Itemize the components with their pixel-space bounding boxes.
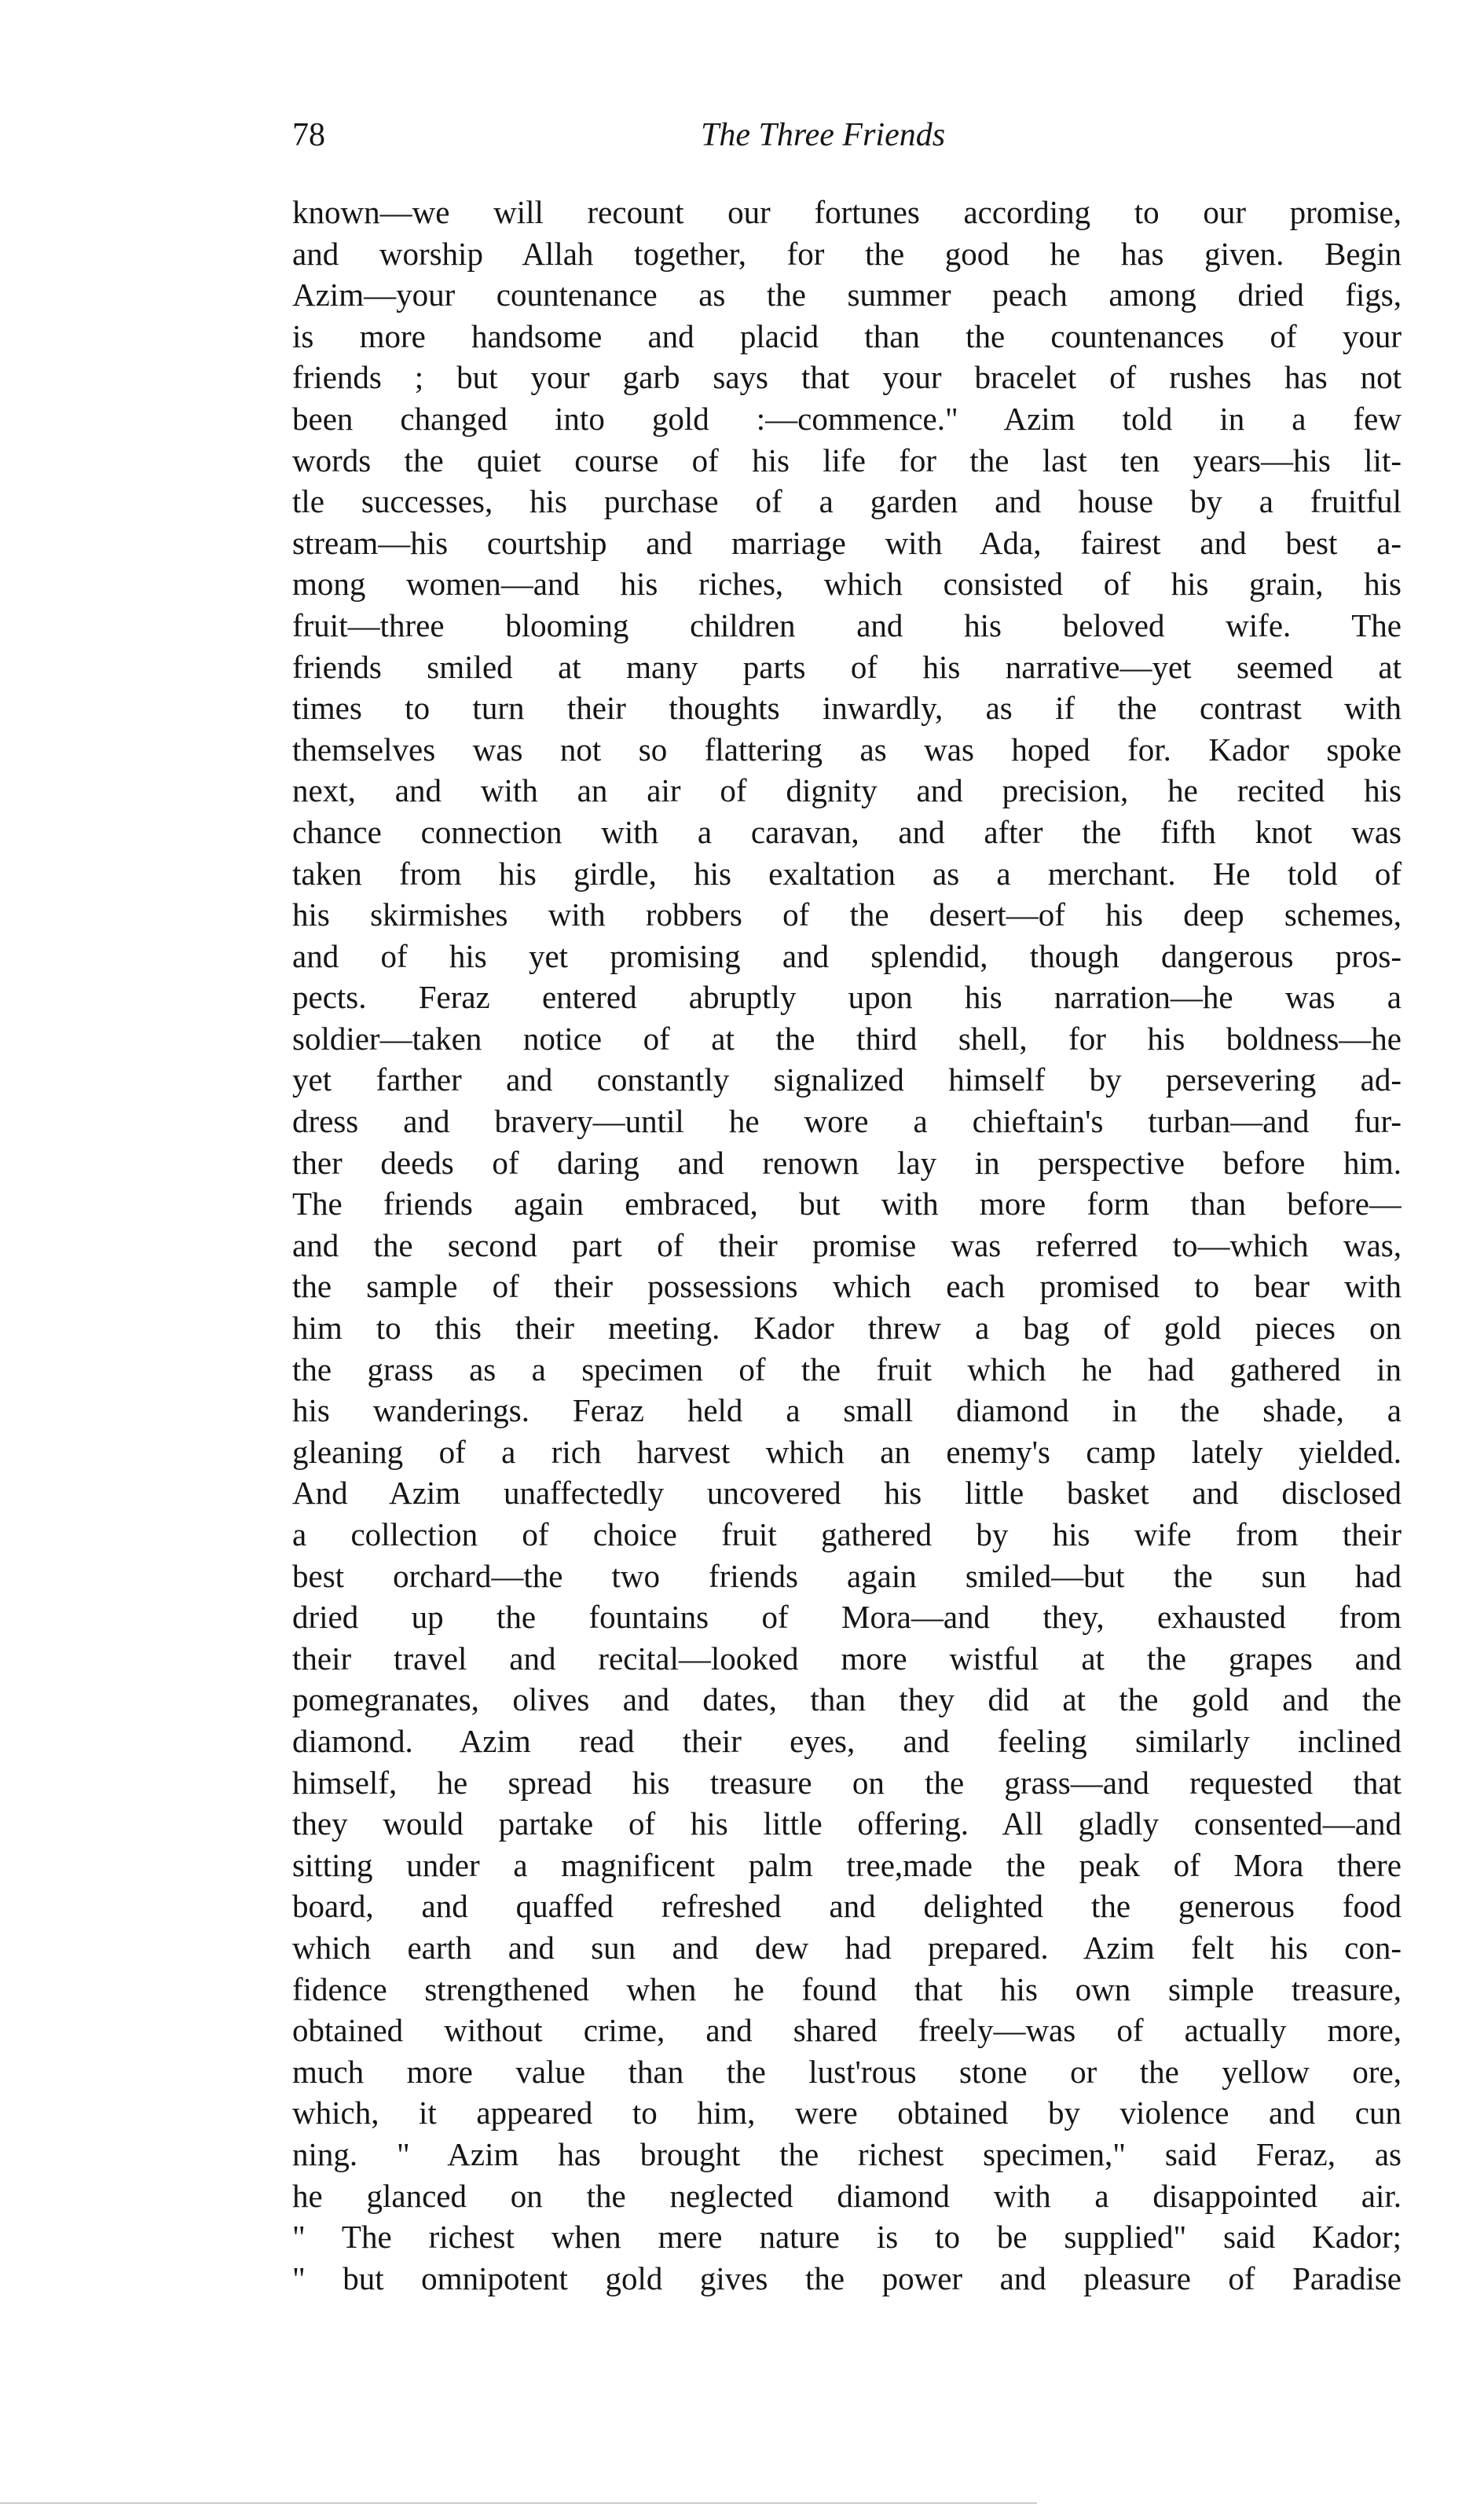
text-line: stream—his courtship and marriage with Ada, fairest and best a- xyxy=(292,524,1402,561)
text-line: fruit—three blooming children and his beloved wife. The xyxy=(292,607,1402,643)
text-line: yet farther and constantly signalized himself by persevering ad- xyxy=(292,1061,1402,1098)
text-line: " but omnipotent gold gives the power and pleasure of Paradise xyxy=(292,2260,1402,2296)
text-line: and the second part of their promise was referred to—which was, xyxy=(292,1226,1402,1263)
text-line: pects. Feraz entered abruptly upon his narration—he was a xyxy=(292,979,1402,1016)
text-line: next, and with an air of dignity and precision, he recited his xyxy=(292,772,1402,809)
text-line: the grass as a specimen of the fruit which he had gathered in xyxy=(292,1351,1402,1387)
text-line: The friends again embraced, but with more form than before— xyxy=(292,1186,1402,1222)
text-line: him to this their meeting. Kador threw a bag of gold pieces on xyxy=(292,1310,1402,1347)
text-line: their travel and recital—looked more wistful at the grapes and xyxy=(292,1640,1402,1677)
text-line: Azim—your countenance as the summer peach among dried figs, xyxy=(292,277,1402,313)
text-line: is more handsome and placid than the countenances of your xyxy=(292,317,1402,354)
text-line: the sample of their possessions which each promised to bear with xyxy=(292,1268,1402,1305)
text-line: soldier—taken notice of at the third shell, for his boldness—he xyxy=(292,1020,1402,1057)
text-line: " The richest when mere nature is to be supplied" said Kador; xyxy=(292,2219,1402,2256)
text-line: his skirmishes with robbers of the desert—of his deep schemes, xyxy=(292,896,1402,933)
text-line: they would partake of his little offering. All gladly consented—and xyxy=(292,1805,1402,1842)
text-line: words the quiet course of his life for the last ten years—his lit- xyxy=(292,442,1402,478)
text-line: fidence strengthened when he found that his own simple treasure, xyxy=(292,1970,1402,2007)
text-line: which, it appeared to him, were obtained by violence and cun xyxy=(292,2095,1402,2131)
text-line: his wanderings. Feraz held a small diamond in the shade, a xyxy=(292,1392,1402,1429)
text-line: much more value than the lust'rous stone or the yellow ore, xyxy=(292,2053,1402,2090)
text-line: chance connection with a caravan, and after the fifth knot was xyxy=(292,813,1402,850)
text-line: sitting under a magnificent palm tree,made the peak of Mora there xyxy=(292,1846,1402,1883)
running-title: The Three Friends xyxy=(701,117,946,153)
text-line: known—we will recount our fortunes according to our promise, xyxy=(292,194,1402,230)
text-line: themselves was not so flattering as was hoped for. Kador spoke xyxy=(292,731,1402,768)
text-line: mong women—and his riches, which consisted of his grain, his xyxy=(292,566,1402,603)
text-line: dried up the fountains of Mora—and they, exhausted from xyxy=(292,1599,1402,1636)
text-line: gleaning of a rich harvest which an enemy's camp lately yielded. xyxy=(292,1433,1402,1470)
text-line: and of his yet promising and splendid, though dangerous pros- xyxy=(292,937,1402,974)
page-number: 78 xyxy=(292,117,325,153)
text-line: friends smiled at many parts of his narrative—yet seemed at xyxy=(292,648,1402,685)
text-line: himself, he spread his treasure on the grass—and requested that xyxy=(292,1764,1402,1801)
text-line: tle successes, his purchase of a garden and house by a fruitful xyxy=(292,483,1402,520)
text-line: times to turn their thoughts inwardly, as if the contrast with xyxy=(292,690,1402,727)
text-line: obtained without crime, and shared freely—was of actually more, xyxy=(292,2012,1402,2049)
text-line: he glanced on the neglected diamond with a disappointed air. xyxy=(292,2177,1402,2214)
scan-bottom-rule xyxy=(0,2502,1037,2504)
text-line: friends ; but your garb says that your bracelet of rushes has not xyxy=(292,359,1402,396)
text-line: ning. " Azim has brought the richest specimen," said Feraz, as xyxy=(292,2135,1402,2172)
text-line: And Azim unaffectedly uncovered his little basket and disclosed xyxy=(292,1475,1402,1512)
text-line: ther deeds of daring and renown lay in perspective before him. xyxy=(292,1144,1402,1181)
text-line: board, and quaffed refreshed and delighted the generous food xyxy=(292,1888,1402,1925)
text-line: diamond. Azim read their eyes, and feeling similarly inclined xyxy=(292,1722,1402,1759)
text-line: taken from his girdle, his exaltation as a merchant. He told of xyxy=(292,855,1402,892)
text-line: best orchard—the two friends again smiled—but the sun had xyxy=(292,1557,1402,1594)
text-line: and worship Allah together, for the good he has given. Begin xyxy=(292,235,1402,272)
body-text xyxy=(292,192,1402,2299)
running-head xyxy=(292,112,1392,159)
text-line: which earth and sun and dew had prepared. Azim felt his con- xyxy=(292,1929,1402,1966)
text-line: pomegranates, olives and dates, than they did at the gold and the xyxy=(292,1681,1402,1718)
text-line: been changed into gold :—commence." Azim told in a few xyxy=(292,400,1402,437)
text-line: dress and bravery—until he wore a chieftain's turban—and fur- xyxy=(292,1103,1402,1140)
text-line: a collection of choice fruit gathered by his wife from their xyxy=(292,1516,1402,1552)
